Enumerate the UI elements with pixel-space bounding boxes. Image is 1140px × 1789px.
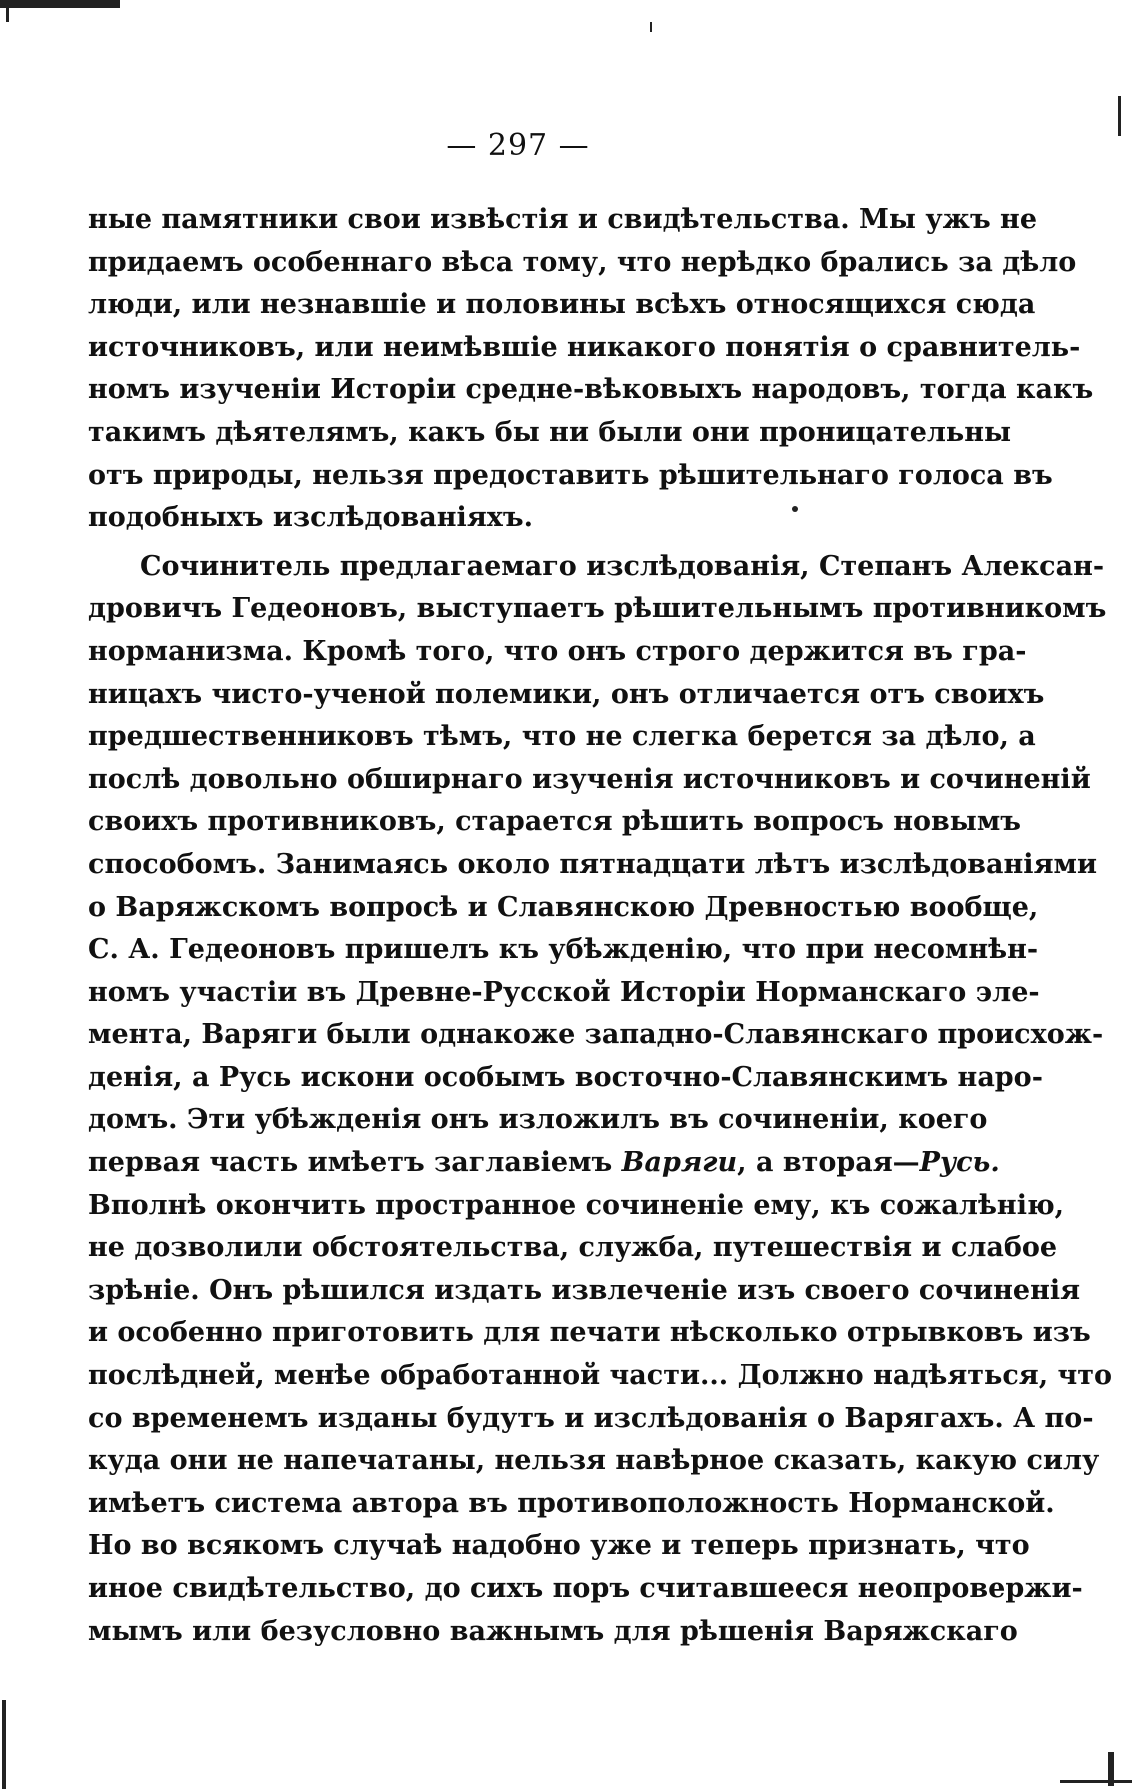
text-line: о Варяжскомъ вопросѣ и Славянскою Древностью вообще,: [88, 891, 1039, 923]
text-line: не дозволили обстоятельства, служба, путешествія и слабое: [88, 1232, 1058, 1264]
text-line: С. А. Гедеоновъ пришелъ къ убѣжденію, что при несомнѣн-: [88, 934, 1039, 966]
scan-artifact: [6, 8, 9, 22]
scan-artifact: [0, 0, 120, 8]
body-text: [88, 199, 1113, 1653]
text-span: , а вторая—: [737, 1147, 920, 1179]
text-line: Но во всякомъ случаѣ надобно уже и теперь признать, что: [88, 1530, 1030, 1562]
scan-artifact: [1118, 96, 1121, 136]
scan-artifact: [650, 22, 652, 32]
text-line: номъ изученіи Исторіи средне-вѣковыхъ народовъ, тогда какъ: [88, 374, 1094, 406]
text-line: ные памятники свои извѣстія и свидѣтельства. Мы ужъ не: [88, 204, 1037, 235]
text-line: такимъ дѣятелямъ, какъ бы ни были они проницательны: [88, 416, 1012, 448]
paragraph: [88, 546, 1113, 1653]
text-line: дровичъ Гедеоновъ, выступаетъ рѣшительнымъ противникомъ: [88, 593, 1107, 625]
scan-artifact: [2, 1700, 6, 1789]
text-line: номъ участіи въ Древне-Русской Исторіи Норманскаго эле-: [88, 976, 1040, 1008]
text-line: послѣдней, менѣе обработанной части... Должно надѣяться, что: [88, 1360, 1113, 1392]
text-line: зрѣніе. Онъ рѣшился издать извлеченіе изъ своего сочиненія: [88, 1274, 1081, 1306]
italic-title-varyagi: Варяги: [621, 1147, 738, 1179]
text-line: куда они не напечатаны, нельзя навѣрное сказать, какую силу: [88, 1445, 1100, 1477]
italic-title-rus: Русь.: [919, 1147, 1000, 1179]
text-line: придаемъ особеннаго вѣса тому, что нерѣдко брались за дѣло: [88, 246, 1077, 278]
page-number: — 297 —: [446, 128, 590, 163]
text-line: подобныхъ изслѣдованіяхъ.: [88, 502, 533, 534]
text-line: со временемъ изданы будутъ и изслѣдованія о Варягахъ. А по-: [88, 1402, 1094, 1434]
text-line: домъ. Эти убѣжденія онъ изложилъ въ сочиненіи, коего: [88, 1104, 988, 1136]
text-line: Сочинитель предлагаемаго изслѣдованія, Степанъ Алексан-: [140, 550, 1105, 582]
text-line: Вполнѣ окончить пространное сочиненіе ему, къ сожалѣнію,: [88, 1189, 1065, 1221]
paragraph: [88, 199, 1094, 540]
text-line: своихъ противниковъ, старается рѣшить вопросъ новымъ: [88, 806, 1022, 838]
text-line: мента, Варяги были однакоже западно-Славянскаго происхож-: [88, 1019, 1104, 1051]
text-line: иное свидѣтельство, до сихъ поръ считавшееся неопровержи-: [88, 1573, 1083, 1604]
text-line: послѣ довольно обширнаго изученія источниковъ и сочиненій: [88, 763, 1091, 795]
text-line: предшественниковъ тѣмъ, что не слегка берется за дѣло, а: [88, 721, 1036, 753]
text-line-mixed: [88, 1142, 1000, 1185]
scan-artifact: [1060, 1780, 1132, 1783]
text-span: первая часть имѣетъ заглавіемъ: [88, 1147, 622, 1179]
text-line: имѣетъ система автора въ противоположность Норманской.: [88, 1487, 1055, 1519]
text-line: отъ природы, нельзя предоставить рѣшительнаго голоса въ: [88, 459, 1053, 491]
scan-artifact: [1108, 1752, 1114, 1786]
text-line: ницахъ чисто-ученой полемики, онъ отличается отъ своихъ: [88, 678, 1045, 710]
text-line: способомъ. Занимаясь около пятнадцати лѣтъ изслѣдованіями: [88, 848, 1097, 880]
text-line: норманизма. Кромѣ того, что онъ строго держится въ гра-: [88, 635, 1027, 667]
text-line: денія, а Русь искони особымъ восточно-Славянскимъ наро-: [88, 1061, 1043, 1093]
text-line: мымъ или безусловно важнымъ для рѣшенія Варяжскаго: [88, 1615, 1018, 1647]
text-line: люди, или незнавшіе и половины всѣхъ относящихся сюда: [88, 289, 1036, 321]
text-line: источниковъ, или неимѣвшіе никакого понятія о сравнитель-: [88, 331, 1081, 363]
text-line: и особенно приготовить для печати нѣсколько отрывковъ изъ: [88, 1317, 1091, 1349]
